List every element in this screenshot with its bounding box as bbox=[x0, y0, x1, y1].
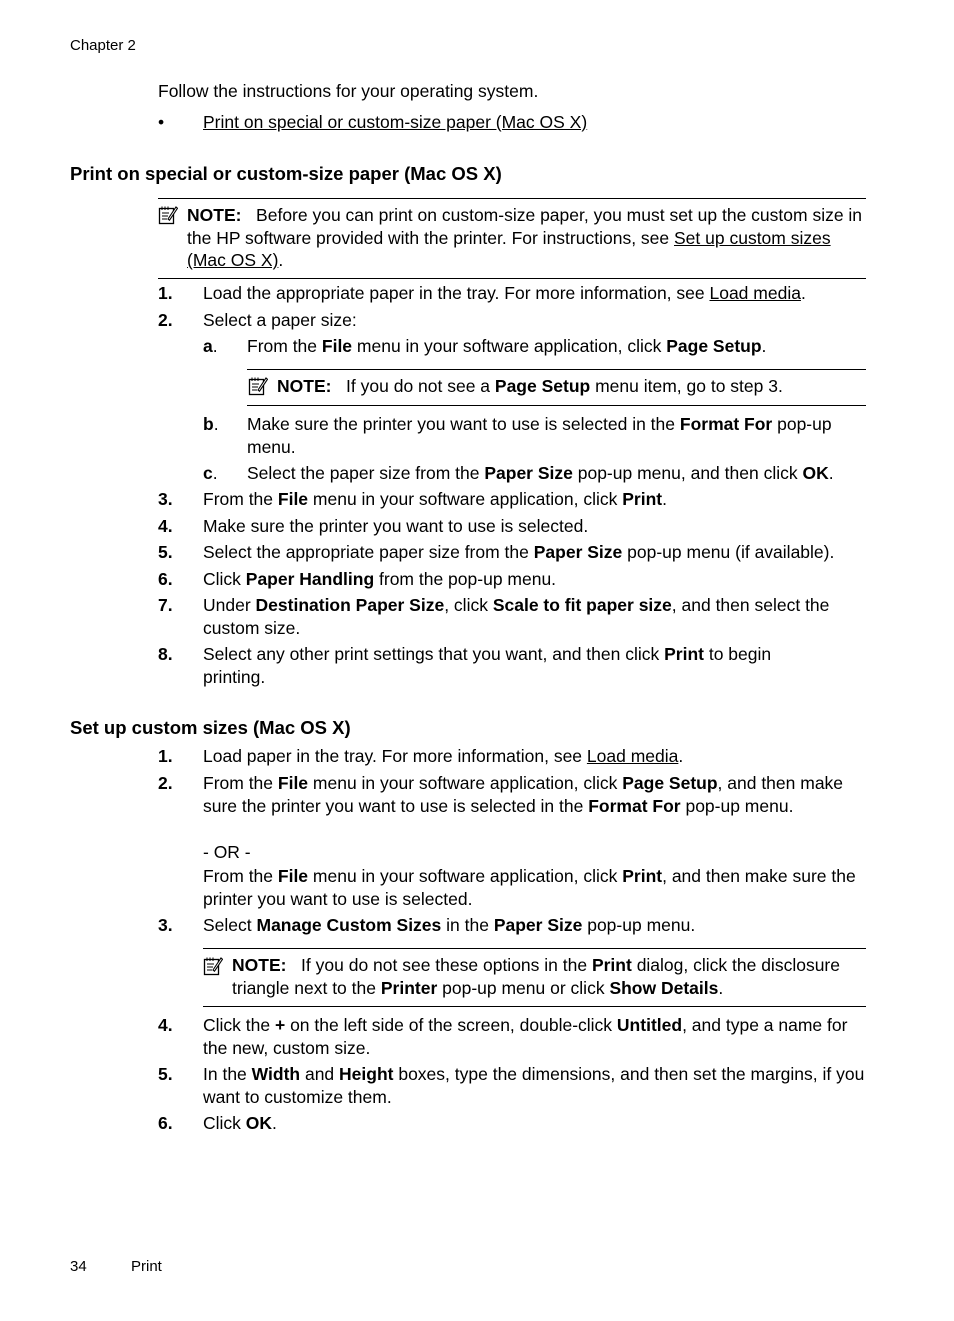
substep-letter: a. bbox=[203, 336, 218, 356]
s2-step-2-text: From the File menu in your software application, click Page Setup, and then make sure the printer you want to use is selected in the Format For pop-up menu. bbox=[203, 773, 844, 816]
step-5-text: Select the appropriate paper size from the Paper Size pop-up menu (if available). bbox=[203, 542, 835, 562]
note-rule-bottom bbox=[158, 278, 866, 279]
step-number: 7. bbox=[158, 595, 173, 615]
substep-a-text: From the File menu in your software application, click Page Setup. bbox=[247, 336, 767, 356]
step-8-text: Select any other print settings that you want, and then click Print to begin printing. bbox=[203, 644, 772, 687]
step-number: 5. bbox=[158, 1064, 173, 1084]
step-1-text: Load the appropriate paper in the tray. For more information, see Load media. bbox=[203, 283, 806, 303]
note-icon bbox=[203, 956, 223, 976]
note-icon bbox=[248, 376, 268, 396]
s2-step-2-alt-text: From the File menu in your software application, click Print, and then make sure the printer you want to use is selected. bbox=[203, 866, 856, 909]
bullet-marker: • bbox=[158, 112, 165, 132]
intro-text: Follow the instructions for your operating system. bbox=[158, 81, 539, 101]
s2-step-4-text: Click the + on the left side of the screen, double-click Untitled, and type a name for the new, custom size. bbox=[203, 1015, 848, 1058]
note-label: NOTE: bbox=[187, 205, 242, 225]
step-number: 6. bbox=[158, 1113, 173, 1133]
subnote-rule-bottom bbox=[247, 405, 866, 406]
s2-step-5-text: In the Width and Height boxes, type the dimensions, and then set the margins, if you want to customize them. bbox=[203, 1064, 865, 1107]
step-6-text: Click Paper Handling from the pop-up menu. bbox=[203, 569, 557, 589]
note-rule-top bbox=[158, 198, 866, 199]
load-media-link[interactable]: Load media bbox=[586, 746, 679, 766]
step-2-text: Select a paper size: bbox=[203, 310, 357, 330]
substep-c-text: Select the paper size from the Paper Size pop-up menu, and then click OK. bbox=[247, 463, 834, 483]
step-7-text: Under Destination Paper Size, click Scale to fit paper size, and then select the custom size. bbox=[203, 595, 830, 638]
note-rule-top bbox=[203, 948, 866, 949]
note-body bbox=[187, 204, 867, 272]
step-number: 4. bbox=[158, 516, 173, 536]
step-number: 4. bbox=[158, 1015, 173, 1035]
step-number: 3. bbox=[158, 915, 173, 935]
substep-letter: c. bbox=[203, 463, 218, 483]
intro-link-custom-paper[interactable]: Print on special or custom-size paper (Mac OS X) bbox=[203, 112, 588, 132]
page-number: 34 bbox=[70, 1258, 87, 1275]
note-link-setup-custom-sizes[interactable]: Set up custom sizes (Mac OS X) bbox=[187, 227, 831, 270]
step-number: 2. bbox=[158, 310, 173, 330]
step-number: 3. bbox=[158, 489, 173, 509]
s2-step-3-text: Select Manage Custom Sizes in the Paper Size pop-up menu. bbox=[203, 915, 696, 935]
s2-step-1-text: Load paper in the tray. For more information, see Load media. bbox=[203, 746, 684, 766]
subnote-rule-top bbox=[247, 369, 866, 370]
substep-b-text: Make sure the printer you want to use is selected in the Format For pop-up menu. bbox=[247, 414, 832, 457]
substep-letter: b. bbox=[203, 414, 219, 434]
note-text: Before you can print on custom-size paper, you must set up the custom size in the HP software provided with the printer. For instructions, see bbox=[187, 205, 863, 248]
footer-section: Print bbox=[131, 1258, 162, 1275]
or-separator: - OR - bbox=[203, 842, 251, 862]
step-number: 1. bbox=[158, 746, 173, 766]
step-3-text: From the File menu in your software application, click Print. bbox=[203, 489, 667, 509]
note-end: . bbox=[278, 250, 284, 270]
section-title-custom-sizes: Set up custom sizes (Mac OS X) bbox=[70, 717, 351, 738]
step-number: 8. bbox=[158, 644, 173, 664]
load-media-link[interactable]: Load media bbox=[709, 283, 801, 303]
s2-note-body: NOTE: If you do not see these options in the Print dialog, click the disclosure triangle next to the Printer pop-up menu or click Show Details. bbox=[232, 955, 840, 998]
chapter-label: Chapter 2 bbox=[70, 37, 136, 54]
s2-step-6-text: Click OK. bbox=[203, 1113, 277, 1133]
note-rule-bottom bbox=[203, 1006, 866, 1007]
step-number: 6. bbox=[158, 569, 173, 589]
section-title-custom-paper: Print on special or custom-size paper (Mac OS X) bbox=[70, 163, 502, 184]
step-4-text: Make sure the printer you want to use is selected. bbox=[203, 516, 589, 536]
step-number: 1. bbox=[158, 283, 173, 303]
note-icon bbox=[158, 205, 178, 225]
step-number: 5. bbox=[158, 542, 173, 562]
subnote-body: NOTE: If you do not see a Page Setup menu item, go to step 3. bbox=[277, 376, 783, 396]
step-number: 2. bbox=[158, 773, 173, 793]
